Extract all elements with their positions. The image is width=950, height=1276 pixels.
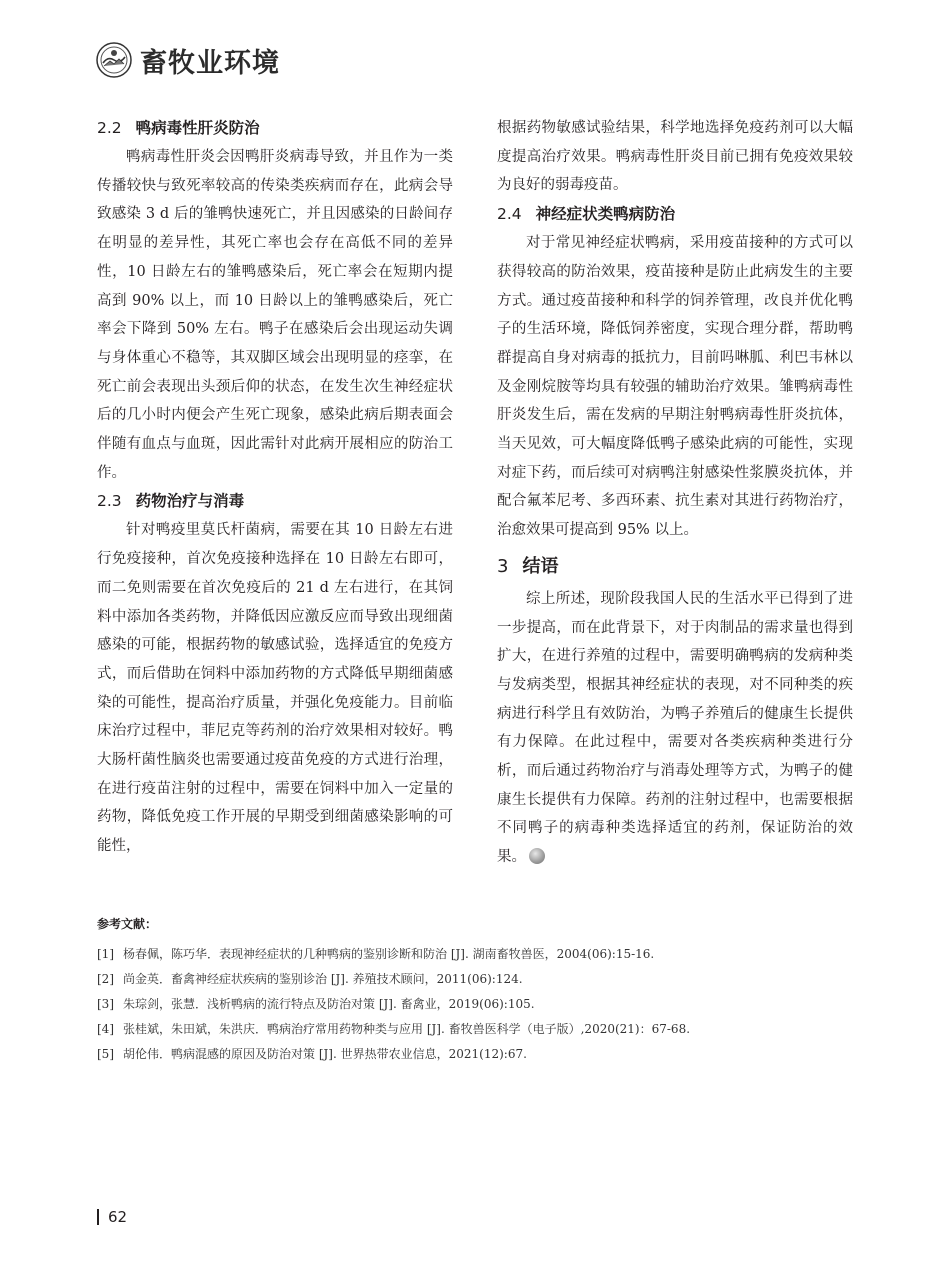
reference-text: 张桂斌，朱田斌，朱洪庆．鸭病治疗常用药物种类与应用 [J]. 畜牧兽医科学（电子版）,2020(21)：67-68.	[123, 1022, 691, 1036]
reference-text: 尚金英．畜禽神经症状疾病的鉴别诊治 [J]. 养殖技术顾问，2011(06):124.	[123, 972, 523, 986]
section-title: 药物治疗与消毒	[135, 492, 245, 511]
reference-index: [1]	[97, 947, 114, 961]
journal-title: 畜牧业环境	[140, 47, 280, 79]
reference-index: [2]	[97, 972, 114, 986]
section-heading-2-4	[497, 200, 853, 229]
paragraph-duck-viral-hepatitis: 鸭病毒性肝炎会因鸭肝炎病毒导致，并且作为一类传播较快与致死率较高的传染类疾病而存在，此病会导致感染 3 d 后的雏鸭快速死亡，并且因感染的日龄间存在明显的差异性，其死亡率也会存在高低不同的差异性，10 日龄左右的雏鸭感染后，死亡率会在短期内提高到 90% 以上，而 10 日龄以上的雏鸭感染后，死亡率会下降到 50% 左右。鸭子在感染后会出现运动失调与身体重心不稳等，其双脚区域会出现明显的痉挛，在死亡前会表现出头颈后仰的状态，在发生次生神经症状后的几小时内便会产生死亡现象，感染此病后期表面会伴随有血点与血斑，因此需针对此病开展相应的防治工作。	[97, 149, 453, 481]
reference-index: [3]	[97, 997, 114, 1011]
section-title: 神经症状类鸭病防治	[535, 205, 676, 224]
left-column	[97, 114, 453, 861]
reference-index: [4]	[97, 1022, 114, 1036]
section-title: 结语	[522, 555, 559, 577]
reference-item	[97, 1042, 857, 1067]
section-number: 2.2	[97, 119, 122, 137]
references	[97, 915, 857, 1067]
journal-header	[96, 38, 280, 82]
page-number-text: 62	[108, 1208, 128, 1226]
paragraph-neuro-symptoms: 对于常见神经症状鸭病，采用疫苗接种的方式可以获得较高的防治效果，疫苗接种是防止此病发生的主要方式。通过疫苗接种和科学的饲养管理，改良并优化鸭子的生活环境，降低饲养密度，实现合理分群，帮助鸭群提高自身对病毒的抵抗力，目前吗啉胍、利巴韦林以及金刚烷胺等均具有较强的辅助治疗效果。雏鸭病毒性肝炎发生后，需在发病的早期注射鸭病毒性肝炎抗体，当天见效，可大幅度降低鸭子感染此病的可能性，实现对症下药，而后续可对病鸭注射感染性浆膜炎抗体，并配合氟苯尼考、多西环素、抗生素对其进行药物治疗，治愈效果可提高到 95% 以上。	[497, 235, 853, 539]
reference-item	[97, 942, 857, 967]
paragraph-conclusion	[497, 585, 853, 872]
paragraph-drug-treatment: 针对鸭疫里莫氏杆菌病，需要在其 10 日龄左右进行免疫接种，首次免疫接种选择在 10 日龄左右即可，而二免则需要在首次免疫后的 21 d 左右进行，在其饲料中添加各类药物，并降低因应激反应而导致出现细菌感染的可能，根据药物的敏感试验，选择适宜的免疫方式，而后借助在饲料中添加药物的方式降低早期细菌感染的可能性，提高治疗质量，并强化免疫能力。目前临床治疗过程中，菲尼克等药剂的治疗效果相对较好。鸭大肠杆菌性脑炎也需要通过疫苗免疫的方式进行治理，在进行疫苗注射的过程中，需要在饲料中加入一定量的药物，降低免疫工作开展的早期受到细菌感染影响的可能性，	[97, 522, 453, 855]
section-number: 2.4	[497, 205, 522, 224]
reference-text: 胡伦伟．鸭病混感的原因及防治对策 [J]. 世界热带农业信息，2021(12):67.	[123, 1047, 527, 1061]
article-end-icon	[529, 848, 545, 864]
section-heading-3	[497, 549, 853, 585]
reference-item	[97, 992, 857, 1017]
reference-text: 朱琮剑，张慧．浅析鸭病的流行特点及防治对策 [J]. 畜禽业，2019(06):105.	[123, 997, 535, 1011]
references-title: 参考文献：	[97, 917, 158, 931]
right-column	[497, 114, 853, 872]
page-number-bar	[97, 1209, 99, 1225]
page-number	[97, 1207, 127, 1227]
paragraph-continuation: 根据药物敏感试验结果，科学地选择免疫药剂可以大幅度提高治疗效果。鸭病毒性肝炎目前已拥有免疫效果较为良好的弱毒疫苗。	[497, 120, 853, 194]
section-number: 3	[497, 555, 509, 577]
reference-item	[97, 967, 857, 992]
reference-item	[97, 1017, 857, 1042]
section-title: 鸭病毒性肝炎防治	[135, 119, 260, 137]
section-heading-2-3	[97, 487, 453, 516]
journal-logo-icon	[96, 42, 132, 78]
section-number: 2.3	[97, 492, 122, 511]
reference-index: [5]	[97, 1047, 114, 1061]
section-heading-2-2	[97, 114, 453, 143]
conclusion-text: 综上所述，现阶段我国人民的生活水平已得到了进一步提高，而在此背景下，对于肉制品的需求量也得到扩大，在进行养殖的过程中，需要明确鸭病的发病种类与发病类型，根据其神经症状的表现，对不同种类的疾病进行科学且有效防治，为鸭子养殖后的健康生长提供有力保障。在此过程中，需要对各类疾病种类进行分析，而后通过药物治疗与消毒处理等方式，为鸭子的健康生长提供有力保障。药剂的注射过程中，也需要根据不同鸭子的病毒种类选择适宜的药剂，保证防治的效果。	[497, 590, 853, 866]
reference-text: 杨春佩，陈巧华．表现神经症状的几种鸭病的鉴别诊断和防治 [J]. 湖南畜牧兽医，2004(06):15-16.	[123, 947, 655, 961]
